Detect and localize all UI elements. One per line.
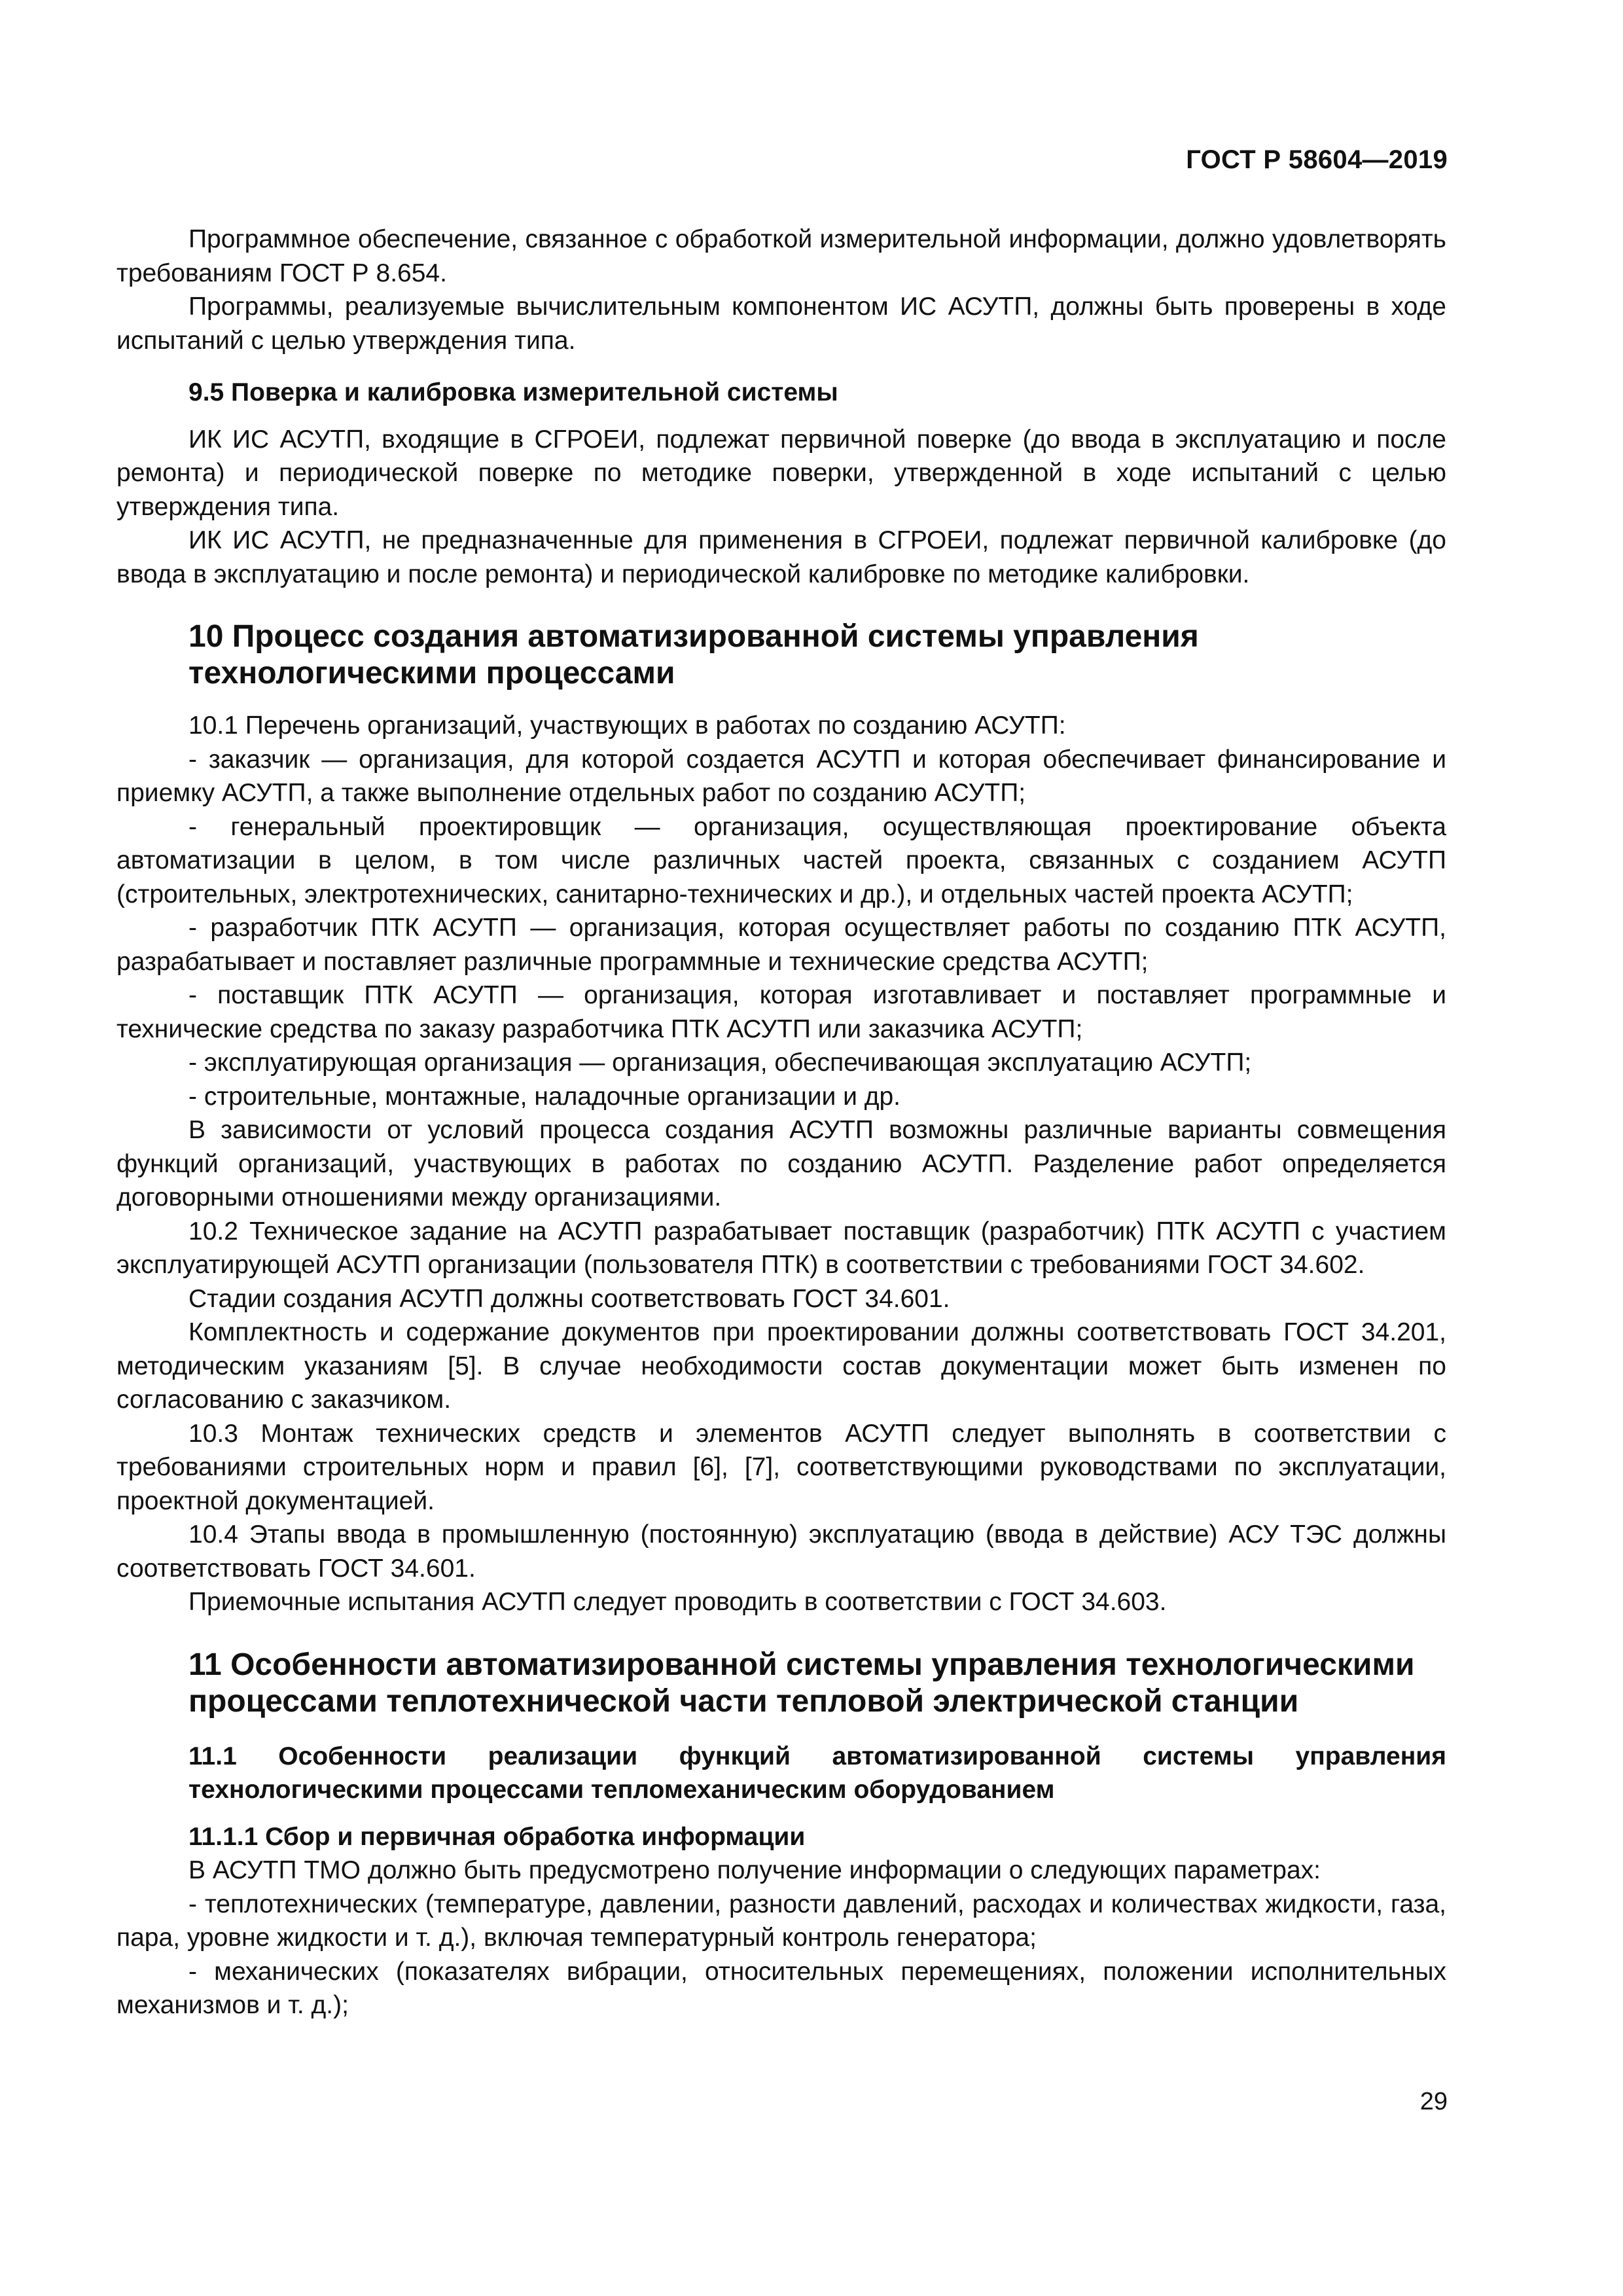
list-item: - теплотехнических (температуре, давлении, разности давлений, расходах и количествах жидкости, газа, пара, уровне жидкости и т. д.), включая температурный контроль генератора;	[116, 1890, 1446, 1952]
paragraph: ИК ИС АСУТП, входящие в СГРОЕИ, подлежат первичной поверке (до ввода в эксплуатацию и после ремонта) и периодической поверке по методике поверки, утвержденной в ходе испытаний с целью утверждения типа.	[116, 425, 1446, 521]
paragraph: 10.4 Этапы ввода в промышленную (постоянную) эксплуатацию (ввода в действие) АСУ ТЭС должны соответствовать ГОСТ 34.601.	[116, 1520, 1446, 1583]
paragraph: В АСУТП ТМО должно быть предусмотрено получение информации о следующих параметрах:	[188, 1856, 1321, 1884]
list-item: - поставщик ПТК АСУТП — организация, которая изготавливает и поставляет программные и технические средства по заказу разработчика ПТК АСУТП или заказчика АСУТП;	[116, 981, 1446, 1043]
list-item: - генеральный проектировщик — организация, осуществляющая проектирование объекта автоматизации в целом, в том числе различных частей проекта, связанных с созданием АСУТП (строительных, электротехнических, санитарно-технических и др.), и отдельных частей проекта АСУТП;	[116, 812, 1446, 908]
list-item: - разработчик ПТК АСУТП — организация, которая осуществляет работы по созданию ПТК АСУТП, разрабатывает и поставляет различные программные и технические средства АСУТП;	[116, 914, 1446, 976]
section-heading-11-1-1: 11.1.1 Сбор и первичная обработка информации	[188, 1822, 806, 1851]
section-heading-9-5: 9.5 Поверка и калибровка измерительной системы	[188, 378, 838, 406]
paragraph: Приемочные испытания АСУТП следует проводить в соответствии с ГОСТ 34.603.	[188, 1588, 1167, 1616]
list-item: - строительные, монтажные, наладочные организации и др.	[188, 1082, 901, 1111]
list-item: - заказчик — организация, для которой создается АСУТП и которая обеспечивает финансирование и приемку АСУТП, а также выполнение отдельных работ по созданию АСУТП;	[116, 745, 1446, 807]
paragraph: Комплектность и содержание документов при проектировании должны соответствовать ГОСТ 34.201, методическим указаниям [5]. В случае необходимости состав документации может быть изменен по согласованию с заказчиком.	[116, 1318, 1446, 1414]
paragraph: В зависимости от условий процесса создания АСУТП возможны различные варианты совмещения функций организаций, участвующих в работах по созданию АСУТП. Разделение работ определяется договорными отношениями между организациями.	[116, 1116, 1446, 1211]
list-item: - эксплуатирующая организация — организация, обеспечивающая эксплуатацию АСУТП;	[188, 1049, 1252, 1077]
paragraph: Стадии создания АСУТП должны соответствовать ГОСТ 34.601.	[188, 1284, 950, 1313]
paragraph: 10.3 Монтаж технических средств и элементов АСУТП следует выполнять в соответствии с требованиями строительных норм и правил [6], [7], соответствующими руководствами по эксплуатации, проектной документацией.	[116, 1419, 1446, 1515]
page-number: 29	[1419, 2088, 1448, 2115]
section-heading-11: 11 Особенности автоматизированной системы управления технологическими процессами теплотехнической части тепловой электрической станции	[188, 1647, 1415, 1719]
paragraph: Программы, реализуемые вычислительным компонентом ИС АСУТП, должны быть проверены в ходе испытаний с целью утверждения типа.	[116, 293, 1446, 355]
section-heading-10: 10 Процесс создания автоматизированной системы управления технологическими процессами	[188, 619, 1199, 691]
document-id-header: ГОСТ Р 58604—2019	[1186, 145, 1448, 174]
list-item: - механических (показателях вибрации, относительных перемещениях, положении исполнительных механизмов и т. д.);	[116, 1957, 1446, 2019]
paragraph: Программное обеспечение, связанное с обработкой измерительной информации, должно удовлетворять требованиям ГОСТ Р 8.654.	[116, 225, 1446, 287]
paragraph: 10.2 Техническое задание на АСУТП разрабатывает поставщик (разработчик) ПТК АСУТП с участием эксплуатирующей АСУТП организации (пользователя ПТК) в соответствии с требованиями ГОСТ 34.602.	[116, 1217, 1446, 1279]
paragraph: 10.1 Перечень организаций, участвующих в работах по созданию АСУТП:	[188, 711, 1066, 740]
document-body	[116, 223, 1446, 2022]
paragraph: ИК ИС АСУТП, не предназначенные для применения в СГРОЕИ, подлежат первичной калибровке (до ввода в эксплуатацию и после ремонта) и периодической калибровке по методике калибровки.	[116, 526, 1446, 588]
section-heading-11-1: 11.1 Особенности реализации функций автоматизированной системы управления технологическими процессами тепломеханическим оборудованием	[188, 1742, 1446, 1804]
